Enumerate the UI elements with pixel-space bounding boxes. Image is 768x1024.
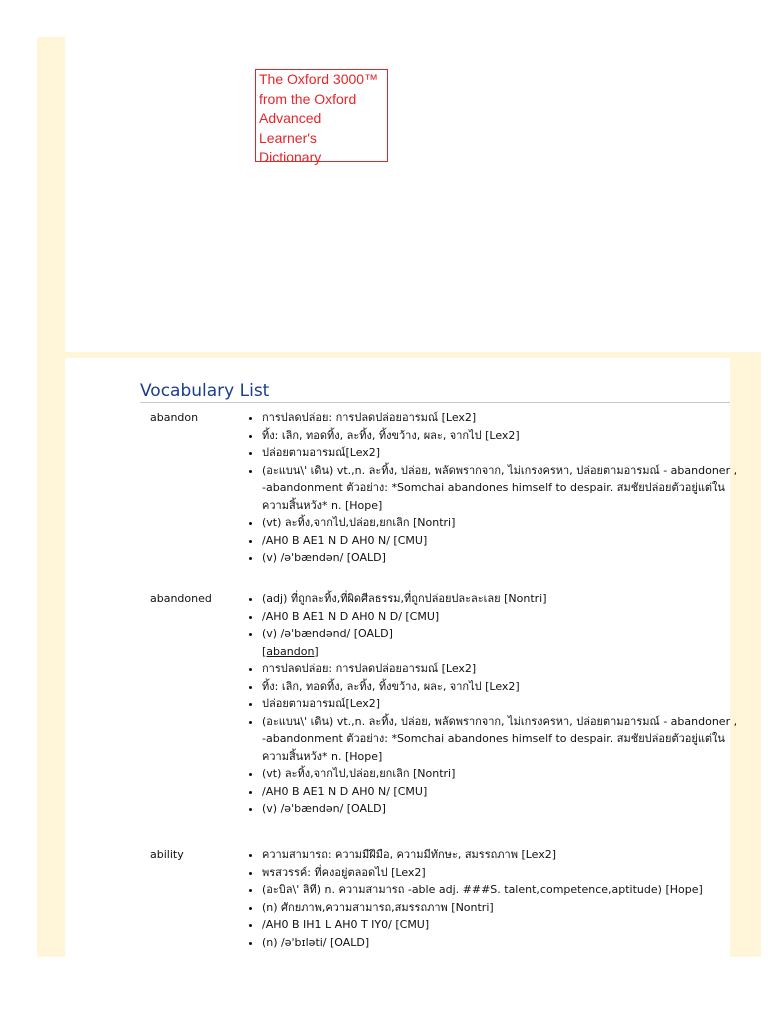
sense-item: • ทิ้ง: เลิก, ทอดทิ้ง, ละทิ้ง, ทิ้งขว้าง, ผละ, จากไป [Lex2] xyxy=(262,427,742,445)
section-title: Vocabulary List xyxy=(140,381,270,401)
sense-item: • (v) /ə'bændən/ [OALD] xyxy=(262,800,742,818)
sense-item: • การปลดปล่อย: การปลดปล่อยอารมณ์ [Lex2] xyxy=(262,660,742,678)
sense-item: • (vt) ละทิ้ง,จากไป,ปล่อย,ยกเลิก [Nontri] xyxy=(262,765,742,783)
badge-line: from the Oxford xyxy=(259,90,357,107)
sense-list xyxy=(248,409,742,567)
sense-item: • /AH0 B AE1 N D AH0 N/ [CMU] xyxy=(262,783,742,801)
sense-item: • /AH0 B IH1 L AH0 T IY0/ [CMU] xyxy=(262,916,742,934)
cross-ref-item xyxy=(262,643,742,661)
section-divider-band xyxy=(37,352,761,358)
sense-item: • พรสวรรค์: ที่คงอยู่ตลอดไป [Lex2] xyxy=(262,864,742,882)
headword: abandoned xyxy=(150,592,212,605)
headword: ability xyxy=(150,848,184,861)
sense-item: • (n) /ə'bɪləti/ [OALD] xyxy=(262,934,742,952)
sense-item: • /AH0 B AE1 N D AH0 N D/ [CMU] xyxy=(262,608,742,626)
sense-item: • (อะบิล\' ลิที) n. ความสามารถ -able adj. ###S. talent,competence,aptitude) [Hope] xyxy=(262,881,742,899)
sense-item: • (อะแบน\' เดิน) vt.,n. ละทิ้ง, ปล่อย, พลัดพรากจาก, ไม่เกรงครหา, ปล่อยตามอารมณ์ - abandoner , -abandonment ตัวอย่าง: *Somchai abandones himself to despair. สมชัยปล่อยตัวอยู่แต่ในความสิ้นหวัง* n. [Hope] xyxy=(262,462,742,515)
sense-item: • (v) /ə'bændən/ [OALD] xyxy=(262,549,742,567)
sense-item: • (adj) ที่ถูกละทิ้ง,ที่ผิดศีลธรรม,ที่ถูกปล่อยปละละเลย [Nontri] xyxy=(262,590,742,608)
oxford-3000-badge[interactable] xyxy=(255,69,388,165)
badge-line: The Oxford 3000™ xyxy=(259,71,379,87)
sense-item: • ปล่อยตามอารมณ์[Lex2] xyxy=(262,444,742,462)
abandon-link[interactable]: [abandon] xyxy=(262,644,319,658)
sense-list xyxy=(248,590,742,818)
sense-item: • (n) ศักยภาพ,ความสามารถ,สมรรถภาพ [Nontri] xyxy=(262,899,742,917)
sense-item: • ความสามารถ: ความมีฝีมือ, ความมีทักษะ, สมรรถภาพ [Lex2] xyxy=(262,846,742,864)
sense-list xyxy=(248,846,742,951)
sense-item: • /AH0 B AE1 N D AH0 N/ [CMU] xyxy=(262,532,742,550)
sense-item: • ปล่อยตามอารมณ์[Lex2] xyxy=(262,695,742,713)
sense-item: • ทิ้ง: เลิก, ทอดทิ้ง, ละทิ้ง, ทิ้งขว้าง, ผละ, จากไป [Lex2] xyxy=(262,678,742,696)
page-margin-band xyxy=(37,37,65,957)
headword: abandon xyxy=(150,411,199,424)
badge-line: Advanced xyxy=(259,110,322,126)
badge-line: Learner's xyxy=(259,129,317,146)
title-rule xyxy=(140,402,730,403)
sense-item: • (v) /ə'bændənd/ [OALD] xyxy=(262,625,742,643)
sense-item: • (อะแบน\' เดิน) vt.,n. ละทิ้ง, ปล่อย, พลัดพรากจาก, ไม่เกรงครหา, ปล่อยตามอารมณ์ - abandoner , -abandonment ตัวอย่าง: *Somchai abandones himself to despair. สมชัยปล่อยตัวอยู่แต่ในความสิ้นหวัง* n. [Hope] xyxy=(262,713,742,766)
badge-line: Dictionary xyxy=(259,149,322,165)
sense-item: • การปลดปล่อย: การปลดปล่อยอารมณ์ [Lex2] xyxy=(262,409,742,427)
sense-item: • (vt) ละทิ้ง,จากไป,ปล่อย,ยกเลิก [Nontri] xyxy=(262,514,742,532)
